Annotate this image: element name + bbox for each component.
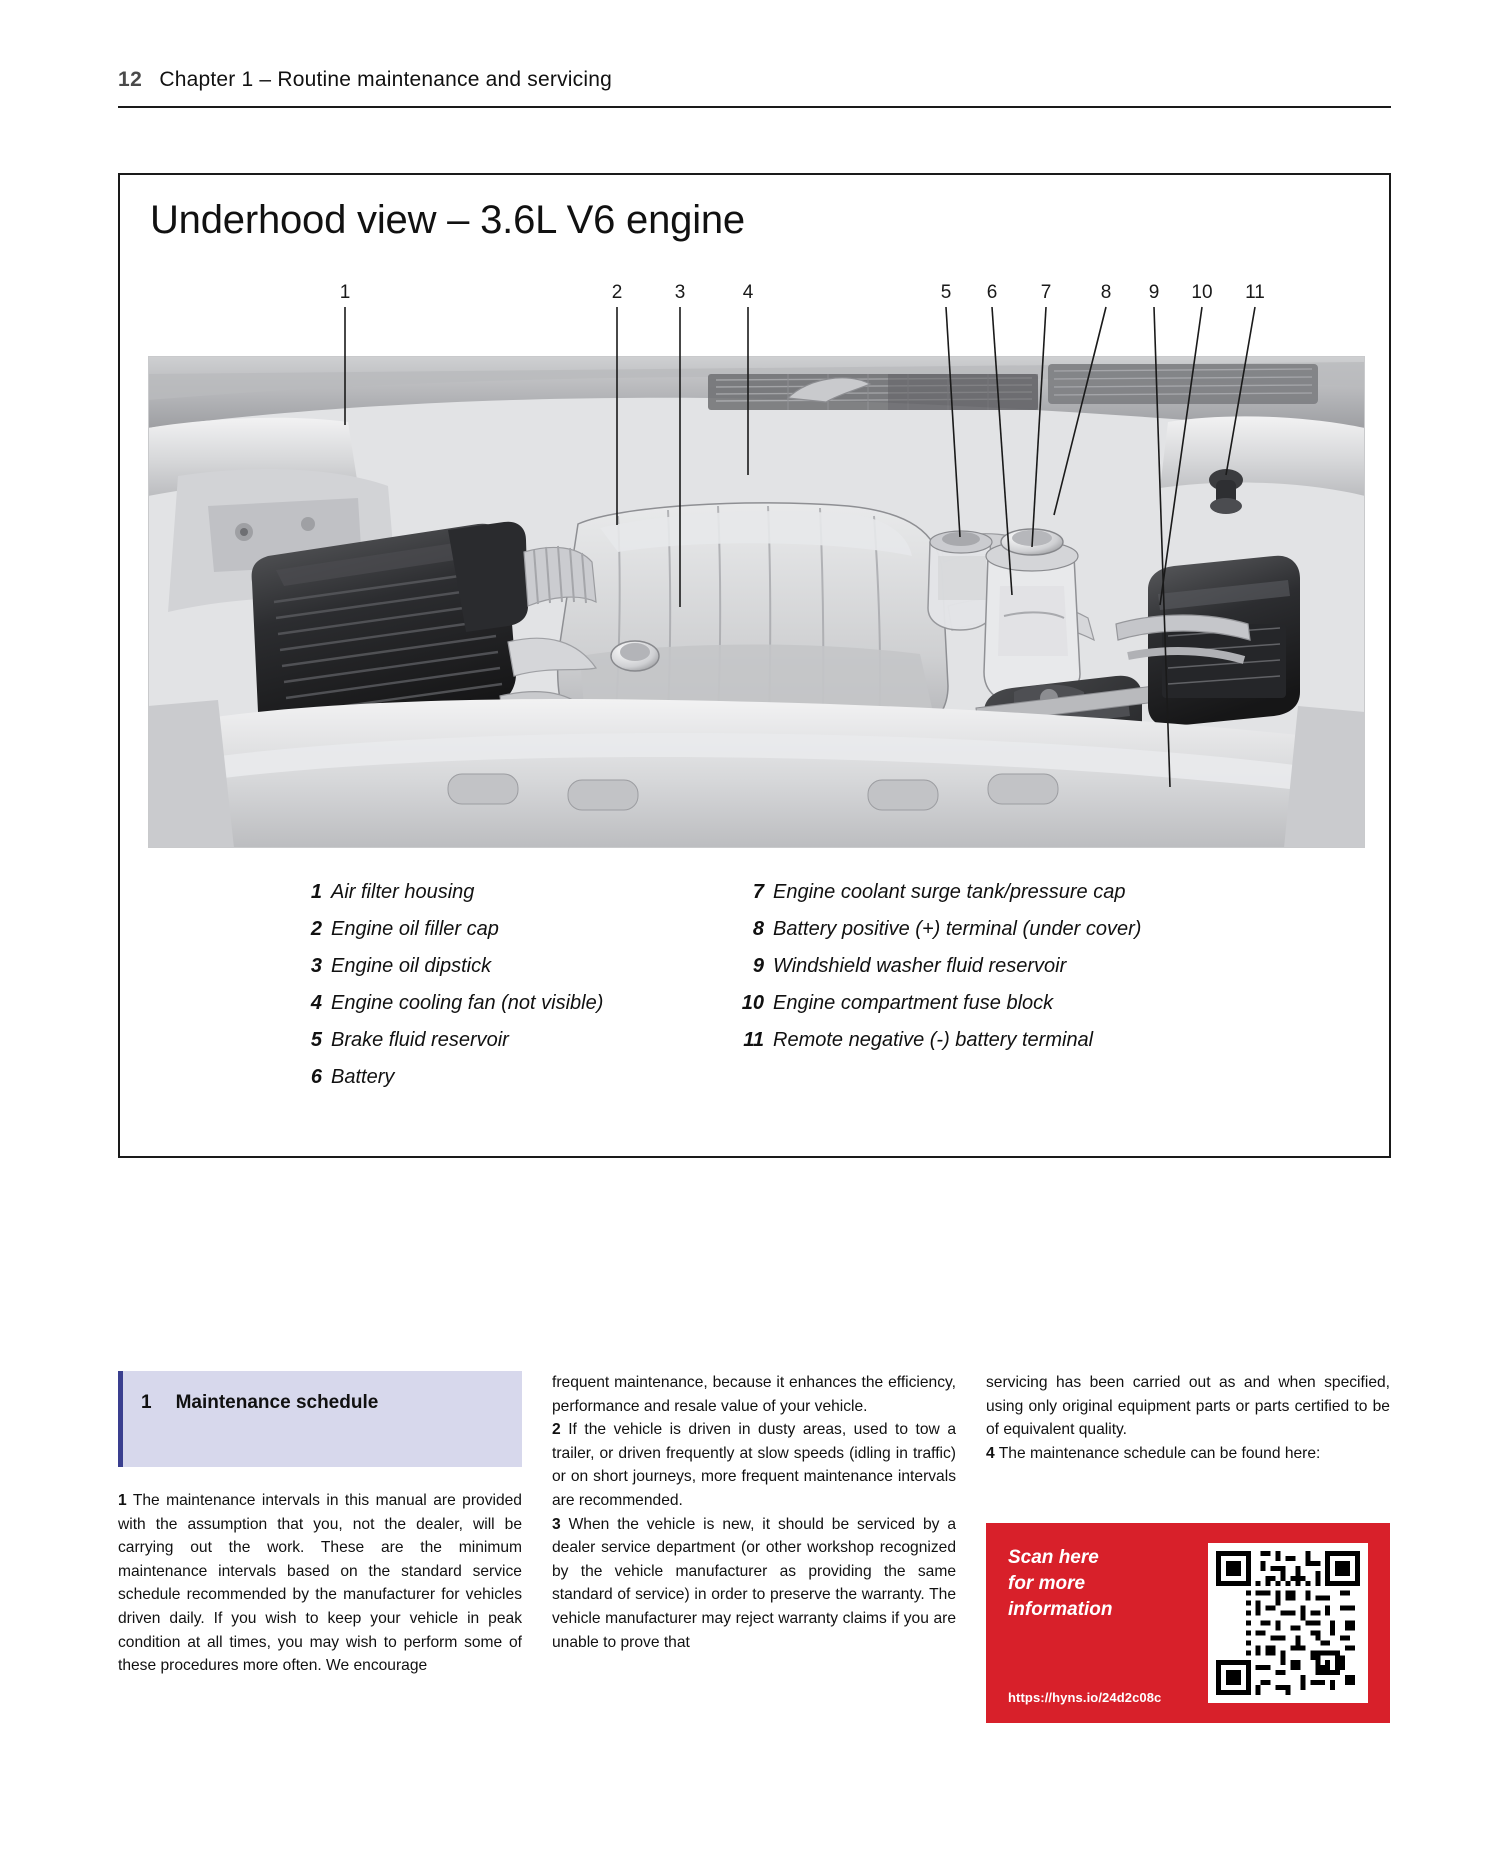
figure-title: Underhood view – 3.6L V6 engine bbox=[150, 198, 745, 242]
legend-number: 10 bbox=[741, 992, 764, 1014]
paragraph-number: 4 bbox=[986, 1444, 995, 1462]
header-divider bbox=[118, 106, 1391, 108]
legend-item bbox=[730, 955, 1290, 992]
section-heading-box bbox=[118, 1371, 522, 1467]
paragraph bbox=[986, 1442, 1390, 1466]
paragraph bbox=[552, 1418, 956, 1512]
callout-6: 6 bbox=[986, 282, 998, 303]
callout-1: 1 bbox=[339, 282, 351, 303]
qr-code-icon[interactable] bbox=[1208, 1543, 1368, 1703]
paragraph-number: 3 bbox=[552, 1515, 561, 1533]
callout-number-strip bbox=[120, 283, 1389, 343]
paragraph bbox=[552, 1371, 956, 1418]
legend-label: Air filter housing bbox=[331, 881, 475, 903]
paragraph-text: frequent maintenance, because it enhances the efficiency, performance and resale value of your vehicle. bbox=[552, 1374, 956, 1415]
page-header bbox=[118, 68, 1388, 92]
legend-label: Engine cooling fan (not visible) bbox=[331, 992, 604, 1014]
qr-headline-line-1: Scan here bbox=[1008, 1547, 1099, 1568]
callout-2: 2 bbox=[611, 282, 623, 303]
legend-item bbox=[730, 992, 1290, 1029]
oil-filler-cap-part bbox=[611, 641, 659, 671]
page-number: 12 bbox=[118, 68, 143, 91]
callout-3: 3 bbox=[674, 282, 686, 303]
legend-number: 6 bbox=[310, 1066, 322, 1088]
legend-number: 9 bbox=[752, 955, 764, 977]
legend-number: 2 bbox=[310, 918, 322, 940]
legend-column-right bbox=[730, 881, 1290, 1066]
legend-item bbox=[730, 918, 1290, 955]
legend-label: Windshield washer fluid reservoir bbox=[773, 955, 1067, 977]
section-number: 1 bbox=[141, 1392, 152, 1413]
chapter-title: Chapter 1 – Routine maintenance and servicing bbox=[159, 68, 612, 91]
legend-number: 8 bbox=[752, 918, 764, 940]
coolant-surge-tank-part bbox=[984, 529, 1080, 704]
legend-item bbox=[288, 992, 708, 1029]
callout-10: 10 bbox=[1191, 282, 1213, 303]
legend-label: Remote negative (-) battery terminal bbox=[773, 1029, 1094, 1051]
legend-item bbox=[288, 918, 708, 955]
callout-8: 8 bbox=[1100, 282, 1112, 303]
legend-item bbox=[288, 1029, 708, 1066]
paragraph-text: The maintenance schedule can be found here: bbox=[998, 1444, 1321, 1462]
callout-9: 9 bbox=[1148, 282, 1160, 303]
body-column-2 bbox=[552, 1371, 956, 1654]
body-column-1 bbox=[118, 1371, 522, 1678]
legend-item bbox=[730, 881, 1290, 918]
paragraph-text: servicing has been carried out as and when specified, using only original equipment parts or parts certified to be of equivalent quality. bbox=[986, 1374, 1390, 1439]
engine-bay-photo bbox=[148, 356, 1365, 848]
section-title: Maintenance schedule bbox=[175, 1392, 379, 1413]
callout-5: 5 bbox=[940, 282, 952, 303]
paragraph-text: When the vehicle is new, it should be serviced by a dealer service department (or other workshop recognized by the vehicle manufacturer as providing the same standard of service) in order to preserve the warranty. The vehicle manufacturer may reject warranty claims if you are unable to prove that bbox=[552, 1515, 956, 1651]
fuse-block-part bbox=[1148, 556, 1300, 727]
legend-label: Engine coolant surge tank/pressure cap bbox=[773, 881, 1126, 903]
legend-label: Battery bbox=[331, 1066, 395, 1088]
paragraph-number: 1 bbox=[118, 1492, 127, 1509]
paragraph-number: 2 bbox=[552, 1421, 561, 1439]
legend-number: 3 bbox=[310, 955, 322, 977]
legend-item bbox=[288, 881, 708, 918]
legend-number: 1 bbox=[310, 881, 322, 903]
brake-fluid-reservoir-part bbox=[928, 531, 994, 630]
legend-number: 11 bbox=[743, 1029, 764, 1051]
qr-promo-text bbox=[986, 1523, 1208, 1723]
legend-label: Engine oil dipstick bbox=[331, 955, 492, 977]
callout-7: 7 bbox=[1040, 282, 1052, 303]
paragraph-text: If the vehicle is driven in dusty areas, used to tow a trailer, or driven frequently at slow speeds (idling in traffic) or on short journeys, more frequent maintenance intervals are recommended. bbox=[552, 1421, 956, 1509]
qr-headline-line-2: for more bbox=[1008, 1573, 1086, 1594]
legend-number: 4 bbox=[310, 992, 322, 1014]
legend-item bbox=[288, 1066, 708, 1103]
legend-number: 7 bbox=[752, 881, 764, 903]
legend-label: Brake fluid reservoir bbox=[331, 1029, 509, 1051]
legend-number: 5 bbox=[310, 1029, 322, 1051]
legend-label: Engine oil filler cap bbox=[331, 918, 499, 940]
figure-panel bbox=[118, 173, 1391, 1158]
paragraph bbox=[552, 1513, 956, 1655]
body-columns bbox=[118, 1371, 1391, 1741]
legend-column-left bbox=[288, 881, 708, 1103]
figure-legend bbox=[120, 881, 1389, 1111]
legend-item bbox=[730, 1029, 1290, 1066]
qr-url-label: https://hyns.io/24d2c08c bbox=[1008, 1690, 1162, 1705]
legend-label: Battery positive (+) terminal (under cover) bbox=[773, 918, 1142, 940]
engine-bay-illustration bbox=[148, 356, 1365, 848]
callout-4: 4 bbox=[742, 282, 754, 303]
paragraph-text: The maintenance intervals in this manual are provided with the assumption that you, not the dealer, will be carrying out the work. These are the minimum maintenance intervals based on the standard service schedule recommended by the manufacturer for vehicles driven daily. If you wish to keep your vehicle in peak condition at all times, you may wish to perform some of these procedures more often. We encourage bbox=[118, 1492, 522, 1675]
paragraph bbox=[118, 1489, 522, 1678]
body-column-3 bbox=[986, 1371, 1390, 1465]
paragraph bbox=[986, 1371, 1390, 1442]
legend-label: Engine compartment fuse block bbox=[773, 992, 1054, 1014]
callout-11: 11 bbox=[1245, 282, 1265, 303]
legend-item bbox=[288, 955, 708, 992]
qr-headline-line-3: information bbox=[1008, 1599, 1113, 1620]
qr-promo-box[interactable] bbox=[986, 1523, 1390, 1723]
